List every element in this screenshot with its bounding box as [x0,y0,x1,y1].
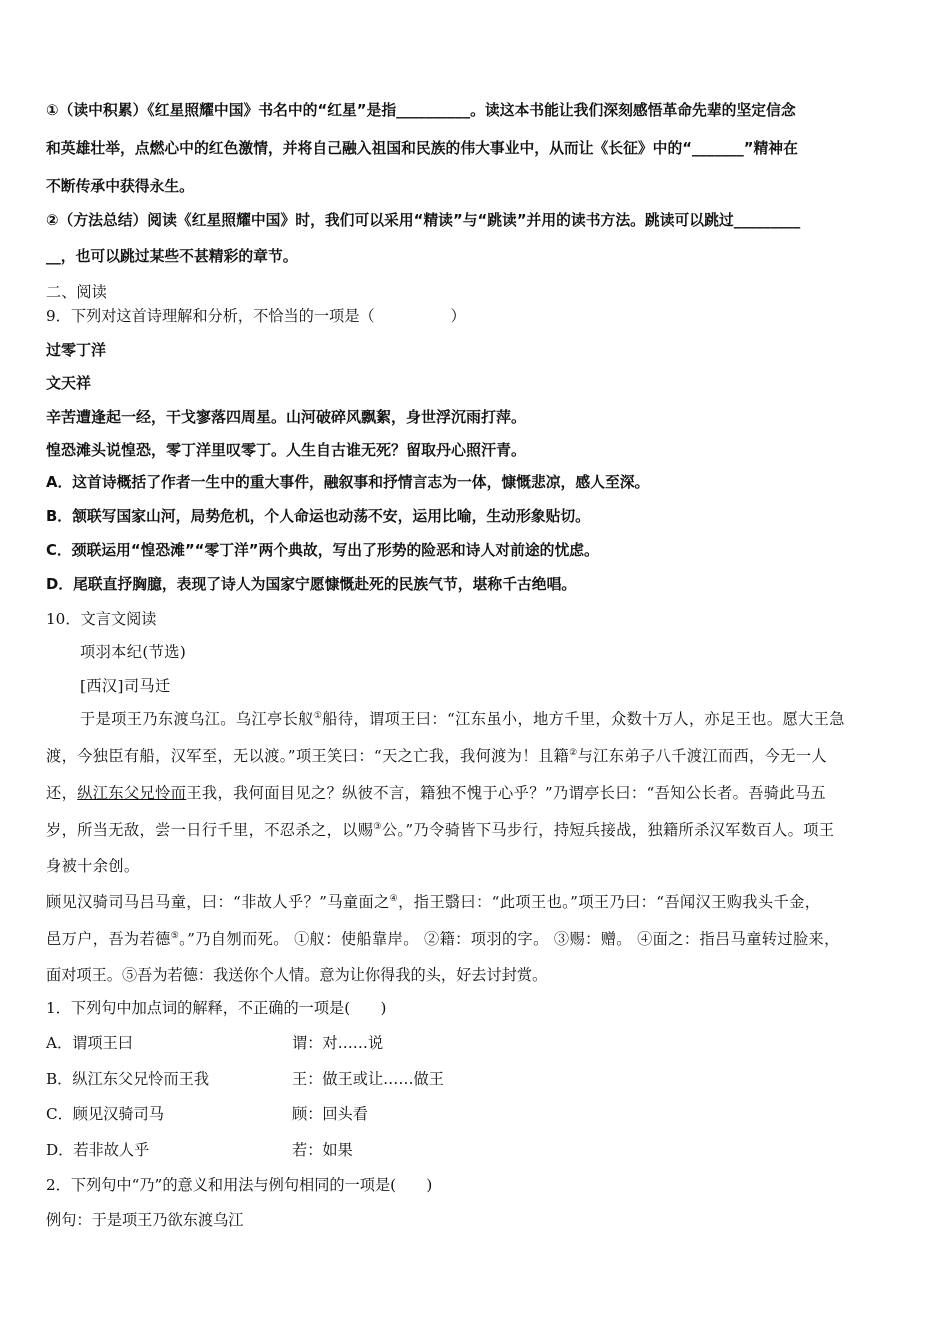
q9-stem: 9．下列对这首诗理解和分析，不恰当的一项是（ ） [46,307,466,325]
footnote-marker: ④ [389,893,399,904]
option-gloss: 若：如果 [292,1141,353,1159]
q2-line-2: __，也可以跳过某些不甚精彩的章节。 [46,248,298,265]
footnote-marker: ⑤ [170,930,180,941]
q9-option-a: A．这首诗概括了作者一生中的重大事件，融叙事和抒情言志为一体，慷慨悲凉，感人至深。 [46,474,650,491]
poem-line-2: 惶恐滩头说惶恐，零丁洋里叹零丁。人生自古谁无死？留取丹心照汗青。 [46,441,527,459]
sub2-example: 例句：于是项王乃欲东渡乌江 [46,1211,244,1229]
q9-option-b: B．颔联写国家山河，局势危机，个人命运也动荡不安，运用比喻，生动形象贴切。 [46,508,590,525]
option-sentence: D．若非故人乎 [46,1141,150,1159]
passage-line: 渡，今独臣有船，汉军至，无以渡。”项王笑曰：“天之亡我，我何渡为！且籍②与江东弟子八千渡江而西，今无一人 [46,747,827,765]
q1-line-2: 和英雄壮举，点燃心中的红色激情，并将自己融入祖国和民族的伟大事业中，从而让《长征》中的“_______”精神在 [46,140,798,157]
poem-title: 过零丁洋 [46,341,107,359]
sub1-option-row [0,1032,950,1054]
footnote-marker: ③ [373,821,382,832]
q10-stem: 10．文言文阅读 [46,610,157,628]
option-sentence: B．纵江东父兄怜而王我 [46,1070,210,1088]
section-heading: 二、阅读 [46,283,107,301]
passage-line: 邑万户，吾为若德⑤。”乃自刎而死。 ①舣：使船靠岸。 ②籍：项羽的字。 ③赐：赠。 ④面之：指吕马童转过脸来， [46,930,840,948]
sub1-option-row [0,1068,950,1090]
passage-title: 项羽本纪(节选) [80,643,187,661]
footnote-line: 面对项王。⑤吾为若德：我送你个人情。意为让你得我的头，好去讨封赏。 [46,966,548,984]
poem-line-1: 辛苦遭逢起一经，干戈寥落四周星。山河破碎风飘絮，身世浮沉雨打萍。 [46,408,527,426]
q1-line-3: 不断传承中获得永生。 [46,178,194,195]
passage-line: 还，纵江东父兄怜而王我，我何面目见之？纵彼不言，籍独不愧于心乎？”乃谓亭长曰：“吾知公长者。吾骑此马五 [46,784,827,802]
sub1-stem: 1．下列句中加点词的解释，不正确的一项是( ) [46,999,387,1017]
sub2-stem: 2．下列句中“乃”的意义和用法与例句相同的一项是( ) [46,1176,433,1194]
option-sentence: C．顾见汉骑司马 [46,1105,164,1123]
option-gloss: 王：做王或让……做王 [292,1070,444,1088]
q2-line-1: ②（方法总结）阅读《红星照耀中国》时，我们可以采用“精读”与“跳读”并用的读书方法。跳读可以跳过_________ [46,212,801,229]
passage-line: 顾见汉骑司马吕马童，曰：“非故人乎？”马童面之④，指王翳曰：“此项王也。”项王乃曰：“吾闻汉王购我头千金， [46,893,821,911]
footnote-marker: ① [313,710,323,721]
option-sentence: A．谓项王曰 [46,1034,133,1052]
footnote-marker: ② [569,747,578,758]
poem-author: 文天祥 [46,374,92,392]
passage-line: 岁，所当无敌，尝一日行千里，不忍杀之，以赐③公。”乃令骑皆下马步行，持短兵接战，独籍所杀汉军数百人。项王 [46,821,835,839]
option-gloss: 顾：回头看 [292,1105,368,1123]
passage-line: 于是项王乃东渡乌江。乌江亭长舣①船待，谓项王曰：“江东虽小，地方千里，众数十万人，亦足王也。愿大王急 [80,710,845,728]
passage-author: [西汉]司马迁 [80,677,171,695]
sub1-option-row [0,1103,950,1125]
sub1-option-row [0,1139,950,1161]
option-gloss: 谓：对……说 [292,1034,384,1052]
q1-line-1: ①（读中积累）《红星照耀中国》书名中的“红星”是指__________。读这本书能让我们深刻感悟革命先辈的坚定信念 [46,102,796,119]
q9-option-d: D．尾联直抒胸臆，表现了诗人为国家宁愿慷慨赴死的民族气节，堪称千古绝唱。 [46,576,577,593]
q9-option-c: C．颈联运用“惶恐滩”“零丁洋”两个典故，写出了形势的险恶和诗人对前途的忧虑。 [46,542,599,559]
passage-line: 身被十余创。 [46,857,140,875]
underlined-sentence: 纵江东父兄怜而 [77,784,187,802]
